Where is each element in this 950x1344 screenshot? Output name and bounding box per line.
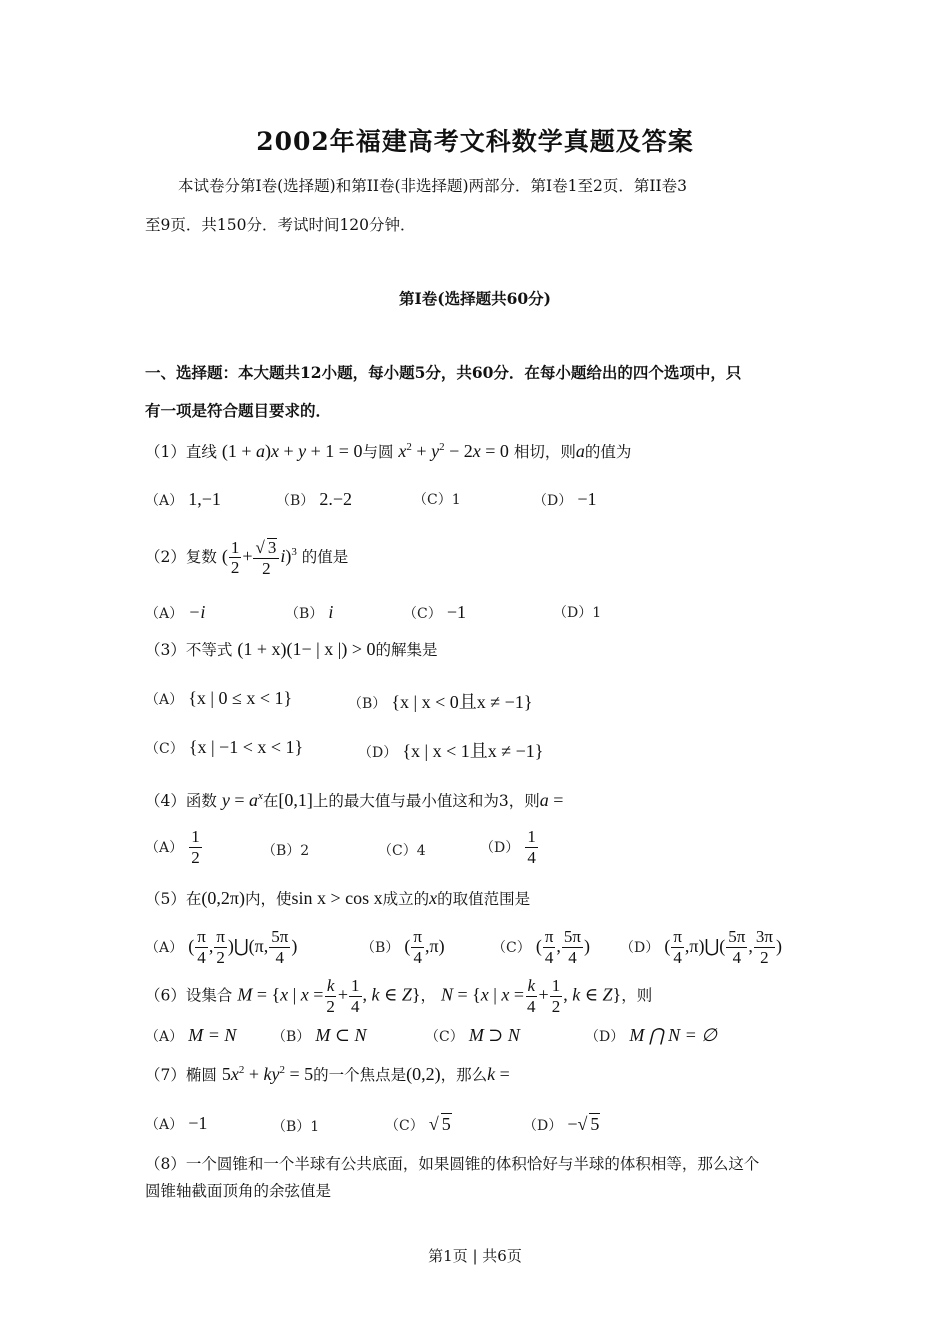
q1-option-c: （C）1 bbox=[413, 492, 461, 508]
q5-option-d: （D） ( $\frac{\pi}{4}$ ,π)⋃( $\frac{5\pi}{4}$ , $\frac{3\pi}{2}$ ) bbox=[620, 927, 782, 967]
q3-option-b: （B） {x | x < 0且x ≠ −1} bbox=[348, 692, 533, 712]
q4-option-a: （A） $\frac{1}{2}$ bbox=[145, 827, 200, 867]
q1-option-b: （B） 2.−2 bbox=[276, 489, 353, 509]
q1-option-d: （D） −1 bbox=[533, 489, 597, 509]
q3-option-d: （D） {x | x < 1且x ≠ −1} bbox=[358, 741, 544, 761]
q3-option-a: （A） {x | 0 ≤ x < 1} bbox=[145, 688, 293, 708]
q3-option-c: （C） {x | −1 < x < 1} bbox=[145, 737, 304, 757]
q2-option-a: （A） −i bbox=[145, 602, 206, 622]
q5-option-c: （C） ( $\frac{\pi}{4}$ , $\frac{5\pi}{4}$ ) bbox=[492, 927, 590, 967]
q7-option-b: （B）1 bbox=[272, 1119, 320, 1135]
page-footer: 第1页 | 共6页 bbox=[428, 1247, 522, 1265]
q6-option-d: （D） M ⋂ N = ∅ bbox=[585, 1025, 717, 1045]
question-5: （5）在(0,2π)内，使sin x > cos x成立的x的取值范围是 bbox=[145, 888, 531, 908]
q2-option-d: （D）1 bbox=[553, 605, 602, 621]
q4-option-b: （B）2 bbox=[262, 843, 310, 859]
q6-option-c: （C） M ⊃ N bbox=[425, 1025, 520, 1045]
intro-line-2: 至9页．共150分．考试时间120分钟． bbox=[145, 216, 416, 234]
question-2: （2）复数 ( $\frac{1}{2}$ + $\frac{√ 3}{2}$ i)$^3$ 的值是 bbox=[145, 537, 349, 578]
question-8-line-1: （8）一个圆锥和一个半球有公共底面，如果圆锥的体积恰好与半球的体积相等，那么这个 bbox=[145, 1155, 760, 1173]
page-title: 2002年福建高考文科数学真题及答案 bbox=[256, 127, 694, 156]
instructions-line-1: 一、选择题：本大题共12小题，每小题5分，共60分．在每小题给出的四个选项中，只 bbox=[145, 363, 742, 382]
instructions-line-2: 有一项是符合题目要求的． bbox=[145, 401, 332, 420]
section-heading: 第Ⅰ卷(选择题共60分) bbox=[399, 289, 551, 308]
q7-option-c: （C） √ 5 bbox=[385, 1114, 451, 1134]
q6-option-b: （B） M ⊂ N bbox=[272, 1025, 367, 1045]
question-7: （7）椭圆 $5x^2 + ky^2 = 5$的一个焦点是(0,2)，那么k = bbox=[145, 1064, 510, 1084]
intro-line-1: 本试卷分第Ⅰ卷(选择题)和第II卷(非选择题)两部分．第Ⅰ卷1至2页．第II卷3 bbox=[178, 177, 688, 195]
question-1: （1）直线 (1 + a)x + y + 1 = 0与圆 $x^2 + y^2 - 2x = 0$ 相切，则a的值为 bbox=[145, 441, 632, 461]
q4-option-d: （D） $\frac{1}{4}$ bbox=[480, 827, 536, 867]
question-8-line-2: 圆锥轴截面顶角的余弦值是 bbox=[145, 1182, 332, 1200]
q6-option-a: （A） M = N bbox=[145, 1025, 237, 1045]
q1-option-a: （A） 1,−1 bbox=[145, 489, 221, 509]
q2-option-c: （C） −1 bbox=[403, 602, 466, 622]
question-3: （3）不等式 (1 + x)(1− | x |) > 0的解集是 bbox=[145, 639, 438, 659]
q4-option-c: （C）4 bbox=[378, 843, 426, 859]
q7-option-a: （A） −1 bbox=[145, 1113, 208, 1133]
q5-option-b: （B） ( $\frac{\pi}{4}$ ,π) bbox=[361, 927, 445, 967]
question-4: （4）函数 $y = a^x$在[0,1]上的最大值与最小值这和为3，则a = bbox=[145, 790, 564, 810]
q5-option-a: （A） ( $\frac{\pi}{4}$ , $\frac{\pi}{2}$ )⋃(π, $\frac{5\pi}{4}$ ) bbox=[145, 927, 298, 967]
q7-option-d: （D） −√ 5 bbox=[523, 1114, 600, 1134]
q2-option-b: （B） i bbox=[285, 602, 334, 622]
question-6: （6）设集合 M = {x | x = $\frac{k}{2}$ + $\frac{1}{4}$ , k ∈ Z}， N = {x | x = $\frac{k}{4}$ + $\frac{1}{2}$ , k ∈ Z}，则 bbox=[145, 976, 653, 1016]
